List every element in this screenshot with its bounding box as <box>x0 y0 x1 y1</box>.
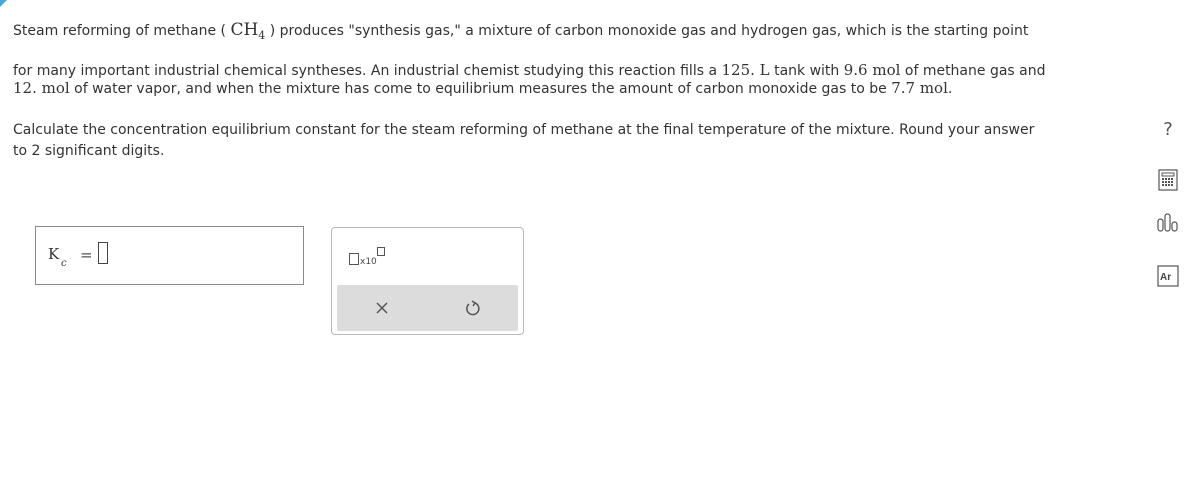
undo-icon <box>463 299 481 317</box>
answer-input[interactable] <box>98 242 108 264</box>
question-line-3 <box>13 79 952 97</box>
exponent-box-icon <box>377 247 385 256</box>
question-line-2 <box>13 61 1046 79</box>
water-amount: 12. mol <box>13 79 70 97</box>
kc-label <box>48 245 67 269</box>
tank-volume: 125. L <box>721 61 770 79</box>
scientific-notation-button[interactable] <box>349 244 395 272</box>
keypad-actions <box>337 285 518 331</box>
answer-box[interactable] <box>35 226 304 285</box>
periodic-table-label: Ar <box>1160 272 1172 283</box>
mantissa-box-icon <box>349 253 359 265</box>
methane-amount: 9.6 mol <box>843 61 901 79</box>
equals-sign: = <box>80 246 93 264</box>
bar-chart-icon <box>1155 210 1181 236</box>
question-text: . <box>947 81 953 97</box>
question-text: Steam reforming of methane ( <box>13 23 231 39</box>
corner-accent <box>0 0 7 7</box>
instruction-line-2: to 2 significant digits. <box>13 143 165 159</box>
calculator-button[interactable] <box>1155 167 1181 193</box>
question-line-1 <box>13 20 1028 42</box>
question-text: ) produces "synthesis gas," a mixture of carbon monoxide gas and hydrogen gas, which is the starting point <box>265 23 1029 39</box>
data-chart-button[interactable] <box>1155 210 1181 236</box>
math-keypad <box>331 227 524 335</box>
calculator-icon <box>1155 167 1181 193</box>
k-subscript: c <box>61 258 67 269</box>
methane-subscript: 4 <box>258 29 266 42</box>
help-button[interactable]: ? <box>1163 119 1173 140</box>
k-symbol: K <box>48 245 60 263</box>
question-text: of methane gas and <box>900 63 1046 79</box>
clear-button[interactable] <box>373 299 391 317</box>
methane-formula: CH <box>230 20 259 40</box>
instruction-line-1: Calculate the concentration equilibrium constant for the steam reforming of methane at the final temperature of the mixture. Round your answer <box>13 122 1035 138</box>
x10-label: x10 <box>360 257 377 267</box>
co-amount: 7.7 mol <box>891 79 948 97</box>
question-text: for many important industrial chemical syntheses. An industrial chemist studying this reaction fills a <box>13 63 722 79</box>
undo-button[interactable] <box>463 299 481 317</box>
question-text: tank with <box>769 63 844 79</box>
close-icon <box>373 299 391 317</box>
question-text: of water vapor, and when the mixture has come to equilibrium measures the amount of carbon monoxide gas to be <box>69 81 892 97</box>
periodic-table-button[interactable] <box>1155 263 1181 289</box>
